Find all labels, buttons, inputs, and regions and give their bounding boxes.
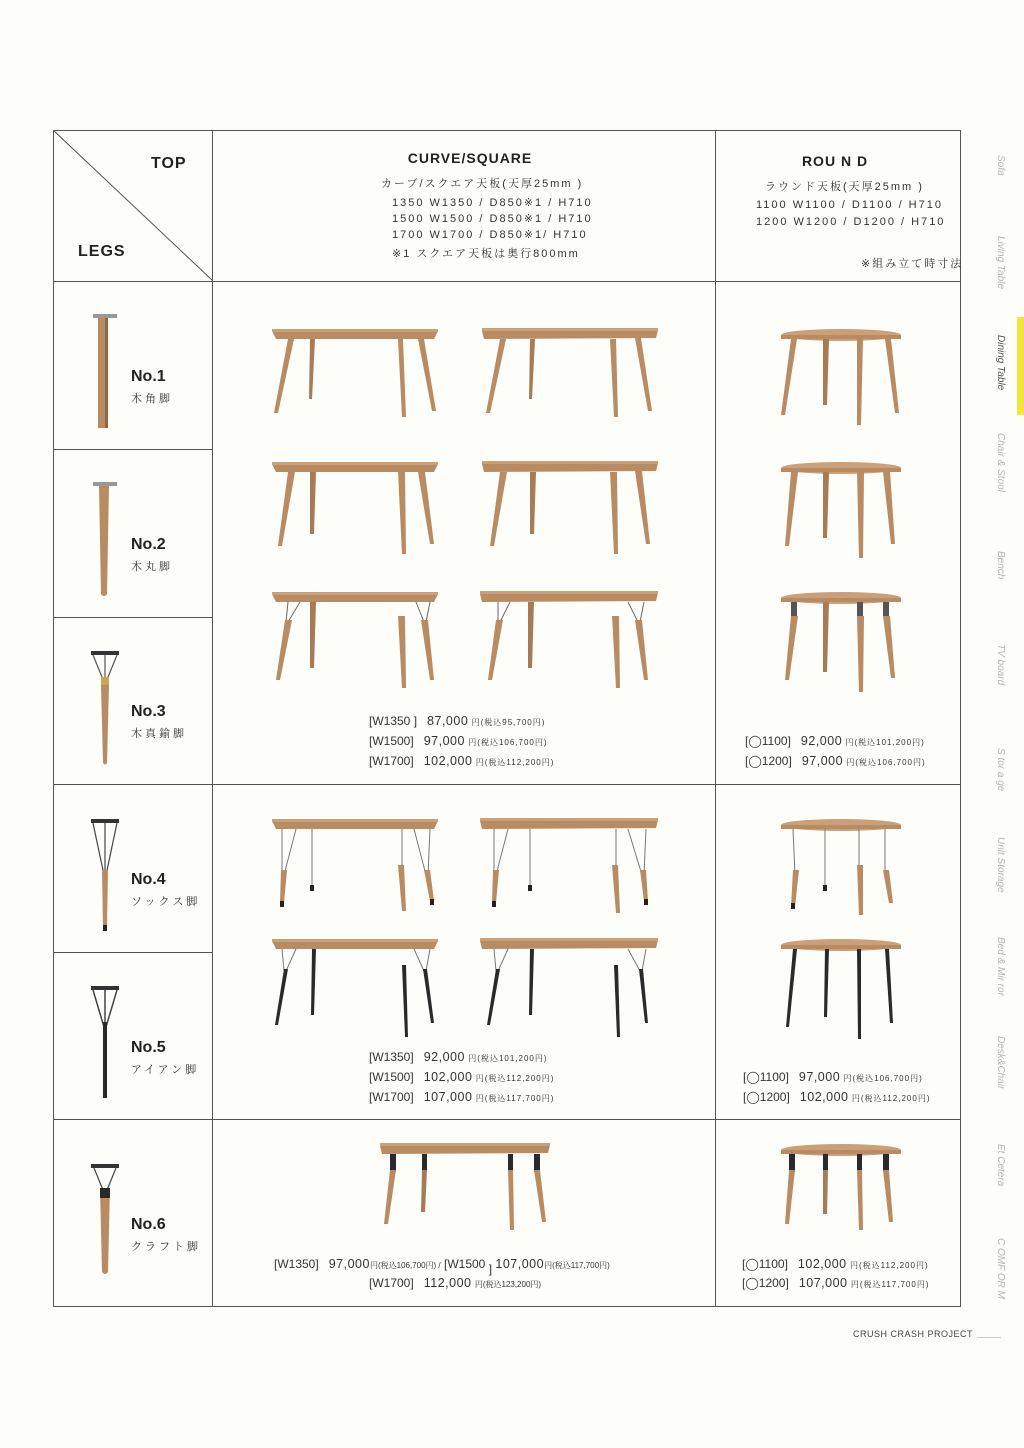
socks-leg-icon xyxy=(85,815,125,935)
price-row xyxy=(369,1090,554,1104)
price-size: [◯1100] xyxy=(745,734,791,748)
curve-note: ※1 スクエア天板は奥行800mm xyxy=(392,248,580,260)
price-size: [W1700] xyxy=(369,1090,414,1104)
price-size: [◯1200] xyxy=(743,1090,790,1104)
grid-line xyxy=(53,784,961,785)
price-tax: 円(税込117,700円) xyxy=(850,1280,930,1289)
header-diagonal xyxy=(53,130,213,281)
price-value: 107,000 xyxy=(798,1276,848,1290)
price-row xyxy=(745,734,925,748)
table-image xyxy=(478,935,660,1043)
side-nav-comform[interactable]: C OMF OR M xyxy=(995,1238,1006,1299)
round-table-image xyxy=(777,325,905,430)
price-row xyxy=(743,1070,923,1084)
price-value: 102,000 xyxy=(423,1070,473,1084)
side-nav-chair-stool[interactable]: Chair & Stool xyxy=(995,433,1006,492)
price-tax: 円(税込106,700円) xyxy=(846,758,926,767)
leg-name: ソックス脚 xyxy=(131,896,201,908)
iron-leg-icon xyxy=(85,982,125,1102)
price-value: 102,000 xyxy=(423,754,473,768)
round-note: ※組み立て時寸法 xyxy=(861,258,964,270)
price-size: [W1350] xyxy=(369,1050,414,1064)
price-row xyxy=(369,1050,548,1064)
leg-number: No.1 xyxy=(131,368,166,385)
round-table-image xyxy=(777,458,905,563)
leg-name: アイアン脚 xyxy=(131,1064,200,1076)
side-nav-unit-storage[interactable]: Unit Storage xyxy=(995,837,1006,893)
round-size: 1100 W1100 / D1100 / H710 xyxy=(756,199,943,211)
side-nav-tv-board[interactable]: TV board xyxy=(995,644,1006,686)
curve-size: 1350 W1350 / D850※1 / H710 xyxy=(392,197,593,209)
table-image xyxy=(480,458,660,558)
price-row xyxy=(274,1257,610,1276)
round-size: 1200 W1200 / D1200 / H710 xyxy=(756,216,946,228)
price-size: [W1500] xyxy=(369,734,414,748)
grid-line xyxy=(53,1119,961,1120)
grid-line xyxy=(53,449,213,450)
price-tax: 円(税込101,200円) xyxy=(468,1054,548,1063)
price-tax: 円(税込112,200円) xyxy=(475,1074,555,1083)
table-image xyxy=(378,1140,553,1235)
curve-size: 1500 W1500 / D850※1 / H710 xyxy=(392,213,593,225)
grid-line xyxy=(715,130,716,1307)
price-size: [W1700] xyxy=(369,1276,414,1290)
table-image xyxy=(478,588,660,693)
legs-label: LEGS xyxy=(78,243,126,260)
price-row xyxy=(742,1257,929,1271)
price-row xyxy=(742,1276,930,1290)
price-size: [W1500 xyxy=(444,1257,486,1271)
table-image xyxy=(268,935,443,1043)
price-row xyxy=(369,714,545,728)
table-image xyxy=(268,325,443,420)
price-value: 102,000 xyxy=(797,1257,847,1271)
price-value: 102,000 xyxy=(799,1090,849,1104)
curve-title: CURVE/SQUARE xyxy=(407,150,533,166)
active-section-marker xyxy=(1017,317,1024,415)
price-value: 97,000 xyxy=(328,1257,370,1271)
table-image xyxy=(268,588,443,693)
price-row xyxy=(743,1090,931,1104)
price-tax: 円(税込106,700円) xyxy=(468,738,548,747)
price-tax: 円(税込112,200円) xyxy=(851,1094,931,1103)
grid-line xyxy=(53,617,213,618)
round-table-image xyxy=(777,588,905,696)
leg-name: 木角脚 xyxy=(131,393,173,405)
leg-number: No.6 xyxy=(131,1216,166,1233)
price-tax: 円(税込106,700円) / xyxy=(369,1261,441,1270)
price-tax: 円(税込95,700円) xyxy=(471,718,546,727)
price-value: 92,000 xyxy=(800,734,843,748)
price-value: 92,000 xyxy=(423,1050,465,1064)
price-tax: 円(税込112,200円) xyxy=(475,758,555,767)
price-tax: 円(税込106,700円) xyxy=(843,1074,923,1083)
wood-square-leg-icon xyxy=(85,310,125,430)
footer-divider xyxy=(977,1337,1001,1338)
table-image xyxy=(480,325,660,420)
side-nav-dining-table[interactable]: Dining Table xyxy=(995,335,1006,391)
price-value: 107,000 xyxy=(423,1090,473,1104)
side-nav-et-cetera[interactable]: Et Cetera xyxy=(995,1144,1006,1187)
price-value: 87,000 xyxy=(427,714,469,728)
side-nav-storage[interactable]: S tor a ge xyxy=(995,748,1006,792)
side-nav-bench[interactable]: Bench xyxy=(995,551,1006,580)
price-value: 107,000 xyxy=(495,1257,545,1271)
price-tax: 円(税込117,700円) xyxy=(475,1094,555,1103)
grid-line xyxy=(212,130,213,1307)
price-size: [◯1100] xyxy=(743,1070,789,1084)
price-row xyxy=(369,1070,554,1084)
price-row xyxy=(369,1276,541,1290)
leg-number: No.5 xyxy=(131,1039,166,1056)
price-tax: 円(税込112,200円) xyxy=(849,1261,929,1270)
price-row xyxy=(745,754,926,768)
table-image xyxy=(478,815,660,920)
price-size: [W1350] xyxy=(274,1257,319,1271)
round-table-image xyxy=(777,1140,905,1235)
price-size: [◯1200] xyxy=(745,754,792,768)
side-nav-living-table[interactable]: Living Table xyxy=(995,236,1006,290)
grid-line xyxy=(53,952,213,953)
table-image xyxy=(268,815,443,920)
round-table-image xyxy=(777,815,905,920)
price-value: 97,000 xyxy=(801,754,844,768)
footer-brand: CRUSH CRASH PROJECT xyxy=(852,1329,973,1339)
round-table-image xyxy=(777,935,905,1043)
top-label: TOP xyxy=(151,155,187,172)
price-tax: 円(税込123,200円) xyxy=(474,1280,542,1289)
leg-number: No.4 xyxy=(131,871,166,888)
side-nav-bed-mirror[interactable]: Bed & Mir ror xyxy=(995,937,1006,996)
leg-name: クラフト脚 xyxy=(131,1241,201,1253)
curve-subtitle: カーブ/スクエア天板(天厚25mm ) xyxy=(381,178,584,190)
price-value: 97,000 xyxy=(423,734,465,748)
price-row xyxy=(369,754,554,768)
price-value: 112,000 xyxy=(423,1276,472,1290)
price-row xyxy=(369,734,548,748)
grid-line xyxy=(53,281,961,282)
price-size: [W1350 ] xyxy=(369,714,418,728)
table-image xyxy=(268,458,443,558)
leg-name: 木真鍮脚 xyxy=(131,728,187,740)
leg-number: No.2 xyxy=(131,536,166,553)
craft-leg-icon xyxy=(85,1160,125,1280)
wood-round-leg-icon xyxy=(85,478,125,598)
price-value: 97,000 xyxy=(798,1070,841,1084)
price-tax: 円(税込117,700円) xyxy=(544,1261,610,1270)
price-size: [W1700] xyxy=(369,754,414,768)
price-size: [W1500] xyxy=(369,1070,414,1084)
price-size: [◯1100] xyxy=(742,1257,788,1271)
round-subtitle: ラウンド天板(天厚25mm ) xyxy=(765,181,924,193)
round-title: ROU N D xyxy=(801,153,869,169)
side-nav-sofa[interactable]: Sofa xyxy=(995,155,1006,176)
curve-size: 1700 W1700 / D850※1/ H710 xyxy=(392,229,588,241)
side-nav-desk-chair[interactable]: Desk&Chair xyxy=(995,1036,1006,1090)
price-tax: 円(税込101,200円) xyxy=(845,738,925,747)
price-separator: ] xyxy=(488,1262,493,1276)
price-size: [◯1200] xyxy=(742,1276,789,1290)
leg-number: No.3 xyxy=(131,703,166,720)
wood-brass-leg-icon xyxy=(85,647,125,767)
leg-name: 木丸脚 xyxy=(131,561,173,573)
